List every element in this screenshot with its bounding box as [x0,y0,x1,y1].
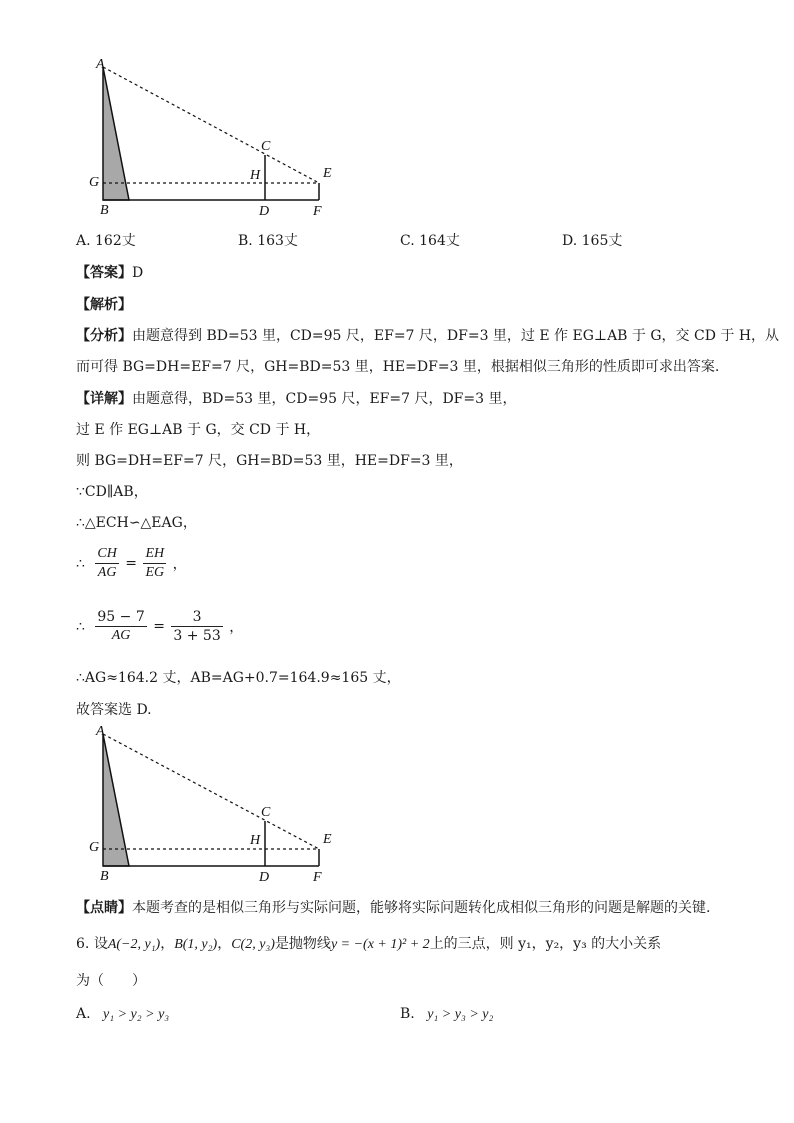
option-d [562,230,622,250]
fraction-denominator: 3 + 53 [173,628,221,644]
figure2-shaded-pole [103,734,129,866]
figure2-label-C: C [261,805,271,820]
fraction-denominator: AG [97,565,117,580]
fenxi-line-1 [76,325,779,345]
figure2-label-F: F [313,870,322,885]
fraction-numerator: 95 − 7 [97,609,145,625]
figure1-label-A: A [96,57,105,72]
option-c-value: 164丈 [419,233,460,249]
figure1-label-H: H [250,168,261,183]
question-6-number: 6. [76,936,90,952]
question-6-mid: 是抛物线 [274,936,331,952]
comma: ， [229,619,244,636]
figure2-label-D: D [259,870,270,885]
fenxi-text-1: 由题意得到 BD=53 里，CD=95 尺，EF=7 尺，DF=3 里，过 E 作 EG⊥AB 于 G，交 CD 于 H，从 [132,328,780,344]
option-b-value: 163丈 [257,233,298,249]
parabola-equation: y = −(x + 1)² + 2 [330,937,430,952]
figure2-sightline-AE [103,734,319,849]
figure1-label-C: C [261,139,271,154]
fraction-numerator: CH [95,545,118,564]
xiangjie-text-1: 由题意得，BD=53 里，CD=95 尺，EF=7 尺，DF=3 里， [132,391,517,407]
xiangjie-line-5: ∴△ECH∽△EAG， [76,515,197,531]
answer-value: D [132,265,144,281]
fenxi-tag: 【分析】 [76,328,132,344]
option-a [76,230,136,250]
comma: ， [172,556,187,573]
option-a-value: 162丈 [95,233,136,249]
xiangjie-line-8: ∴AG≈164.2 丈，AB=AG+0.7=164.9≈165 丈， [76,670,401,686]
figure2-label-G: G [89,840,100,855]
answer-line [76,262,143,282]
fraction-3-56 [171,608,222,645]
figure1-label-G: G [89,175,100,190]
option-d-value: 165丈 [581,233,623,249]
dianjing-line [76,897,710,917]
figure1-label-E: E [323,166,332,181]
question-6-line-2: 为（ ） [76,973,146,989]
equation-ratio-1 [76,545,187,582]
question-6-prefix: 设 [93,936,108,952]
xiangjie-line-1 [76,388,517,408]
question-6-option-a [76,1006,169,1023]
option-d-letter: D. [562,233,578,249]
figure2-label-E: E [323,832,332,847]
xiangjie-line-9: 故答案选 D. [76,702,152,718]
fenxi-text-2: 而可得 BG=DH=EF=7 尺，GH=BD=53 里，HE=DF=3 里，根据相似三角形的性质即可求出答案. [76,359,720,375]
question-6-option-a-value: y₁ > y₂ > y₃ [103,1007,170,1022]
option-a-letter: A. [76,233,91,249]
fraction-ch-ag [95,545,118,582]
question-6-option-b-letter: B. [400,1006,415,1022]
fenxi-line-2 [76,356,719,376]
point-c: C(2, y₃) [231,937,275,952]
fraction-denominator: AG [111,628,131,643]
question-6-suffix: 上的三点，则 y₁，y₂，y₃ 的大小关系 [429,936,662,952]
fraction-95-ag [95,608,146,645]
figure2-label-A: A [96,724,105,739]
point-a: A(−2, y₁) [107,937,161,952]
option-c [400,230,460,250]
analysis-heading [76,294,132,314]
fraction-numerator: 3 [171,608,222,627]
equation-ratio-2 [76,608,243,645]
xiangjie-line-4: ∵CD∥AB， [76,484,148,500]
option-b-letter: B. [238,233,253,249]
question-6-option-b [400,1006,493,1023]
figure-triangle-2 [80,722,350,887]
xiangjie-line-2: 过 E 作 EG⊥AB 于 G，交 CD 于 H， [76,422,321,438]
figure1-label-F: F [313,204,322,219]
fraction-denominator: EG [145,565,165,580]
figure1-sightline-AE [103,67,319,183]
analysis-tag: 【解析】 [76,297,132,313]
question-6-option-a-letter: A. [76,1006,91,1022]
equals-sign: = [153,618,165,635]
option-c-letter: C. [400,233,415,249]
question-6-option-b-value: y₁ > y₃ > y₂ [427,1007,494,1022]
answer-tag: 【答案】 [76,265,132,281]
figure2-label-H: H [250,833,261,848]
figure2-label-B: B [100,869,109,884]
fraction-numerator: EH [143,545,166,564]
therefore-symbol: ∴ [76,618,85,635]
xiangjie-tag: 【详解】 [76,391,132,407]
question-6-line-1: 6. 设A(−2, y₁)，B(1, y₂)，C(2, y₃)是抛物线y = −(x + 1)² + 2上的三点，则 y₁，y₂，y₃ 的大小关系 [76,936,662,952]
dianjing-text: 本题考查的是相似三角形与实际问题，能够将实际问题转化成相似三角形的问题是解题的关键. [132,900,711,916]
figure-triangle-1 [80,55,350,225]
therefore-symbol: ∴ [76,555,85,572]
fraction-eh-eg [143,545,166,582]
figure1-shaded-pole [103,67,129,200]
equals-sign: = [125,555,138,572]
figure1-label-D: D [259,204,270,219]
xiangjie-line-3: 则 BG=DH=EF=7 尺，GH=BD=53 里，HE=DF=3 里， [76,453,463,469]
option-b [238,230,298,250]
figure1-label-B: B [100,203,109,218]
dianjing-tag: 【点睛】 [76,900,132,916]
point-b: B(1, y₂) [174,937,218,952]
